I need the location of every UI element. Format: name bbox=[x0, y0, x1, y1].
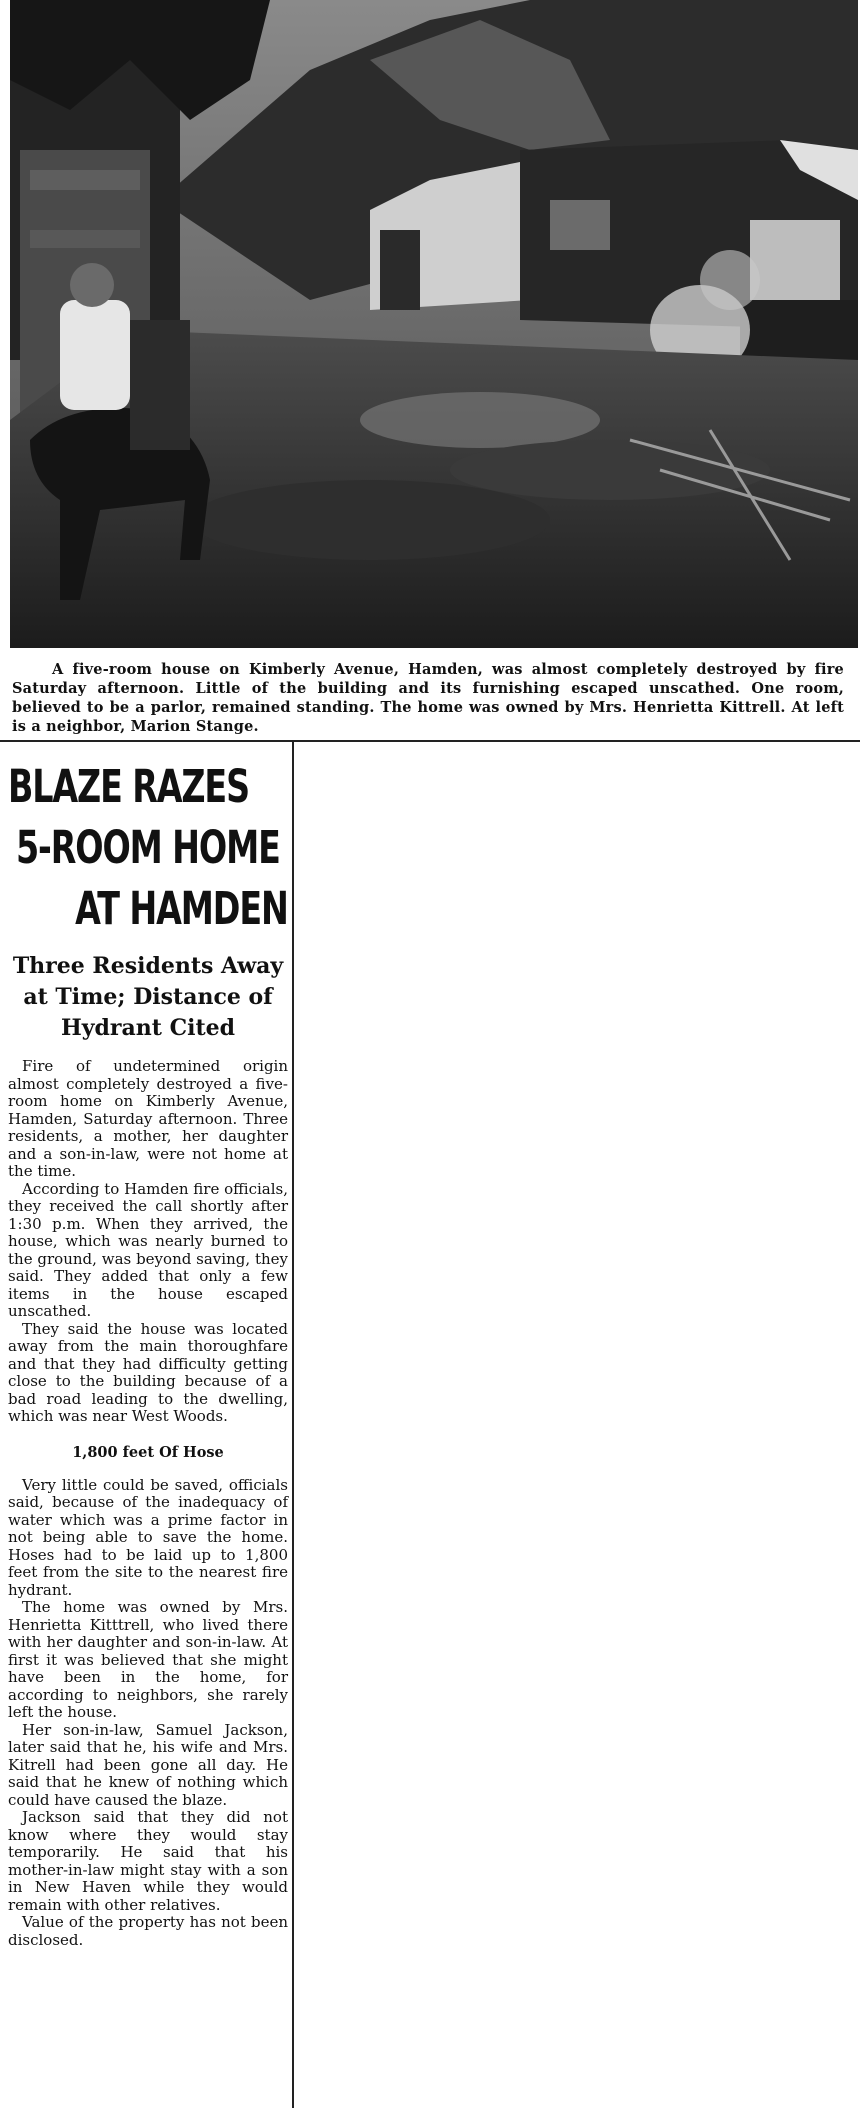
paragraph: Fire of undetermined origin almost completely destroyed a five-room home on Kimberly Avenue, Hamden, Saturday afternoon. Three residents, a mother, her daughter and a son-in-law, were not home at the time. bbox=[8, 1057, 288, 1180]
paragraph: The home was owned by Mrs. Henrietta Kitttrell, who lived there with her daughter and son-in-law. At first it was believed that she might have been in the home, for according to neighbors, she rarely left the house. bbox=[8, 1598, 288, 1721]
burned-house-photo bbox=[10, 0, 858, 648]
paragraph: Very little could be saved, officials said, because of the inadequacy of water which was a prime factor in not being able to save the home. Hoses had to be laid up to 1,800 feet from the site to the nearest fire hydrant. bbox=[8, 1475, 288, 1599]
headline-line-2: 5-ROOM HOME bbox=[15, 821, 280, 874]
horizontal-rule bbox=[0, 740, 860, 742]
news-photo bbox=[10, 0, 858, 648]
paragraph: They said the house was located away from the main thoroughfare and that they had difficulty getting close to the building because of a bad road leading to the dwelling, which was near West Woods. bbox=[8, 1319, 288, 1425]
subhead: 1,800 feet Of Hose bbox=[72, 1443, 224, 1461]
paragraph: Her son-in-law, Samuel Jackson, later said that he, his wife and Mrs. Kitrell had been gone all day. He said that he knew of nothing which could have caused the blaze. bbox=[8, 1720, 288, 1809]
photo-caption: A five-room house on Kimberly Avenue, Hamden, was almost completely destroyed by fire Saturday afternoon. Little of the building and its furnishing escaped unscathed. One room, believed to be a parlor, remained standing. The home was owned by Mrs. Henrietta Kittrell. At left is a neighbor, Marion Stange. bbox=[12, 661, 844, 735]
column-rule bbox=[292, 742, 294, 2108]
headline bbox=[8, 756, 288, 939]
headline-line-3: AT HAMDEN bbox=[75, 882, 288, 935]
paragraph: According to Hamden fire officials, they received the call shortly after 1:30 p.m. When they arrived, the house, which was nearly burned to the ground, was beyond saving, they said. They added that only a few items in the house escaped unscathed. bbox=[8, 1179, 288, 1320]
paragraph: Value of the property has not been disclosed. bbox=[8, 1913, 288, 1949]
paragraph: Jackson said that they did not know where they would stay temporarily. He said that his mother-in-law might stay with a son in New Haven while they would remain with other relatives. bbox=[8, 1808, 288, 1914]
deck-headline: Three Residents Away at Time; Distance of Hydrant Cited bbox=[12, 953, 284, 1041]
article-column bbox=[8, 748, 288, 1949]
article-body bbox=[8, 1058, 288, 1949]
headline-line-1: BLAZE RAZES bbox=[8, 760, 249, 813]
